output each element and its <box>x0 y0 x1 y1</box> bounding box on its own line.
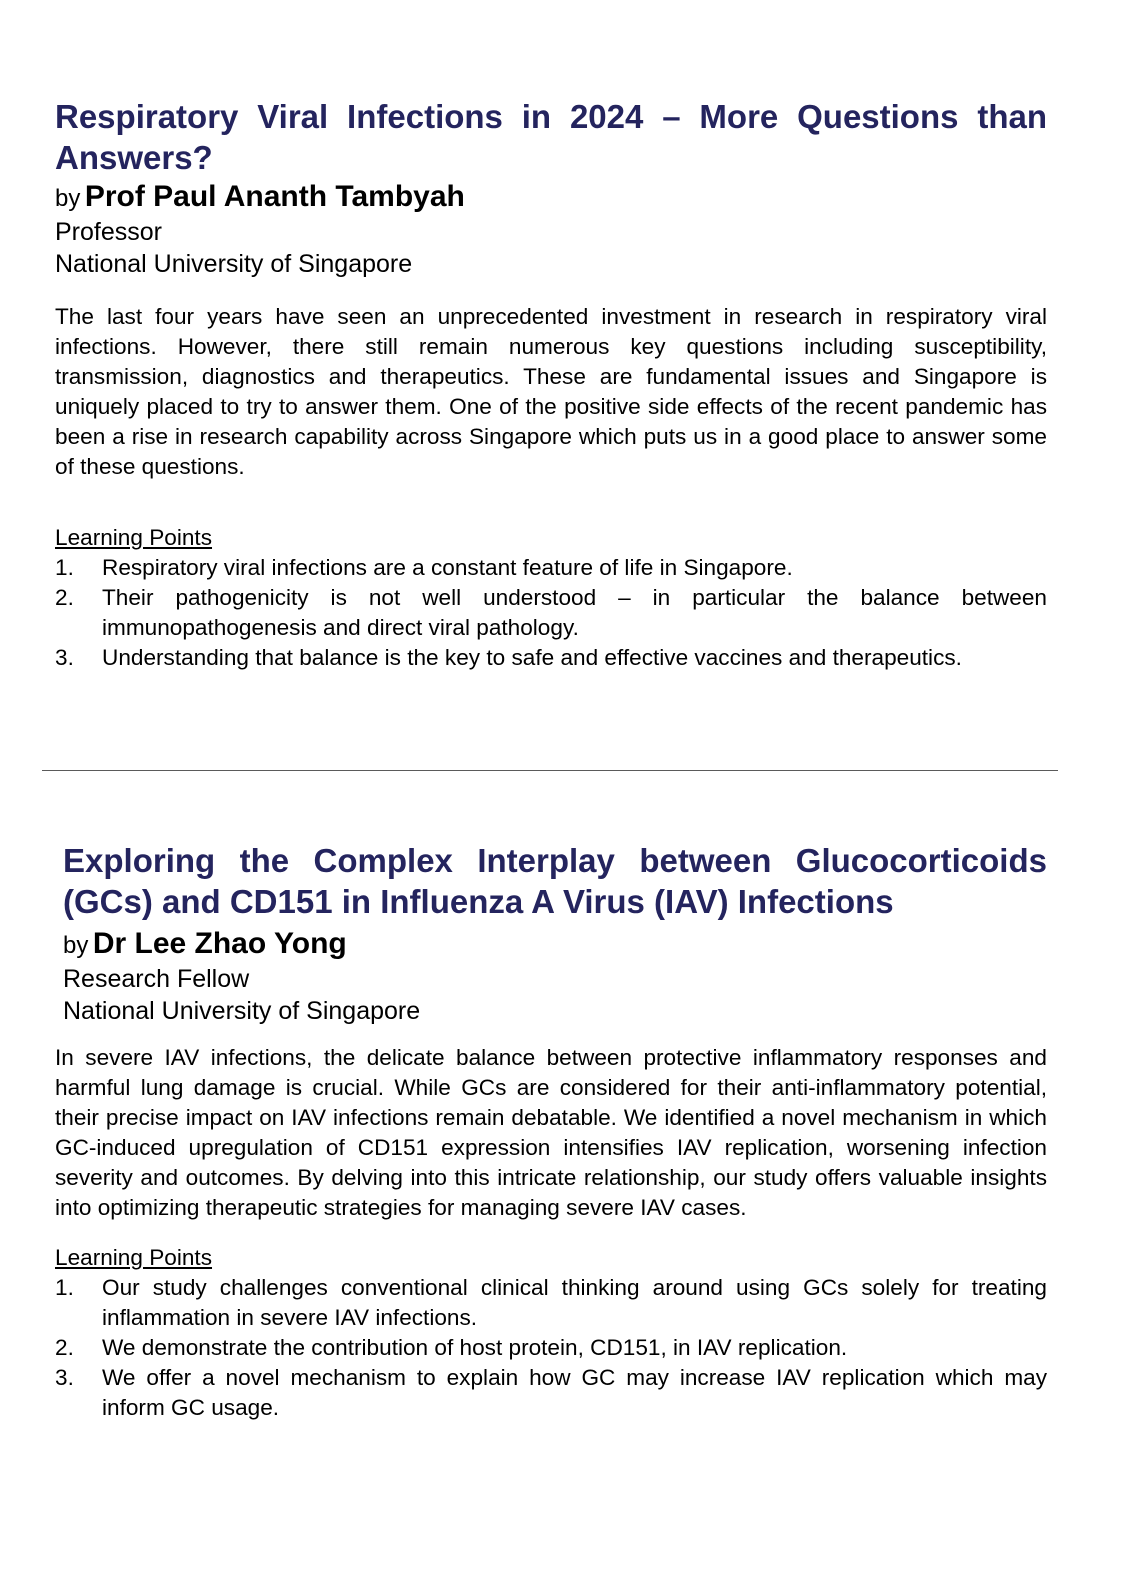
author-position: Research Fellow <box>63 965 250 993</box>
point-text: Understanding that balance is the key to safe and effective vaccines and therapeutics. <box>102 645 962 670</box>
learning-points-heading: Learning Points <box>55 525 213 550</box>
learning-points-heading: Learning Points <box>55 1245 213 1270</box>
article-section-1 <box>55 96 1047 673</box>
point-text: Respiratory viral infections are a constant feature of life in Singapore. <box>102 555 793 580</box>
author-line <box>55 925 1047 963</box>
article-title: Respiratory Viral Infections in 2024 – More Questions than Answers? <box>55 98 1047 176</box>
abstract-paragraph: In severe IAV infections, the delicate balance between protective inflammatory responses and harmful lung damage is crucial. While GCs are considered for their anti-inflammatory potential, their precise impact on IAV infections remain debatable. We identified a novel mechanism in which GC-induced upregulation of CD151 expression intensifies IAV replication, worsening infection severity and outcomes. By delving into this intricate relationship, our study offers valuable insights into optimizing therapeutic strategies for managing severe IAV cases. <box>55 1045 1047 1220</box>
learning-point <box>55 553 1047 583</box>
by-label: by <box>55 185 81 212</box>
point-number: 3. <box>55 1365 74 1390</box>
author-line <box>55 178 1047 216</box>
point-text: We offer a novel mechanism to explain how GC may increase IAV replication which may inform GC usage. <box>102 1365 1047 1420</box>
learning-point <box>55 1333 1047 1363</box>
author-institution: National University of Singapore <box>63 997 421 1025</box>
author-name: Dr Lee Zhao Yong <box>92 927 347 960</box>
abstract-paragraph: The last four years have seen an unprecedented investment in research in respiratory viral infections. However, there still remain numerous key questions including susceptibility, transmission, diagnostics and therapeutics. These are fundamental issues and Singapore is uniquely placed to try to answer them. One of the positive side effects of the recent pandemic has been a rise in research capability across Singapore which puts us in a good place to answer some of these questions. <box>55 304 1047 479</box>
by-label: by <box>63 932 89 959</box>
author-name: Prof Paul Ananth Tambyah <box>84 180 465 213</box>
point-text: Their pathogenicity is not well understood – in particular the balance between immunopathogenesis and direct viral pathology. <box>102 585 1047 640</box>
author-position: Professor <box>55 218 162 246</box>
article-title: Exploring the Complex Interplay between Glucocorticoids (GCs) and CD151 in Influenza A Virus (IAV) Infections <box>63 842 1047 920</box>
learning-point <box>55 583 1047 643</box>
point-number: 2. <box>55 1335 74 1360</box>
point-text: We demonstrate the contribution of host protein, CD151, in IAV replication. <box>102 1335 848 1360</box>
learning-point <box>55 1363 1047 1423</box>
article-section-2 <box>55 840 1047 1423</box>
point-number: 3. <box>55 645 74 670</box>
learning-points-list <box>55 1273 1047 1423</box>
learning-points-list <box>55 553 1047 673</box>
author-institution: National University of Singapore <box>55 250 413 278</box>
section-divider <box>42 770 1058 771</box>
point-number: 2. <box>55 585 74 610</box>
learning-point <box>55 643 1047 673</box>
learning-point <box>55 1273 1047 1333</box>
point-number: 1. <box>55 555 74 580</box>
point-number: 1. <box>55 1275 74 1300</box>
point-text: Our study challenges conventional clinical thinking around using GCs solely for treating inflammation in severe IAV infections. <box>102 1275 1047 1330</box>
